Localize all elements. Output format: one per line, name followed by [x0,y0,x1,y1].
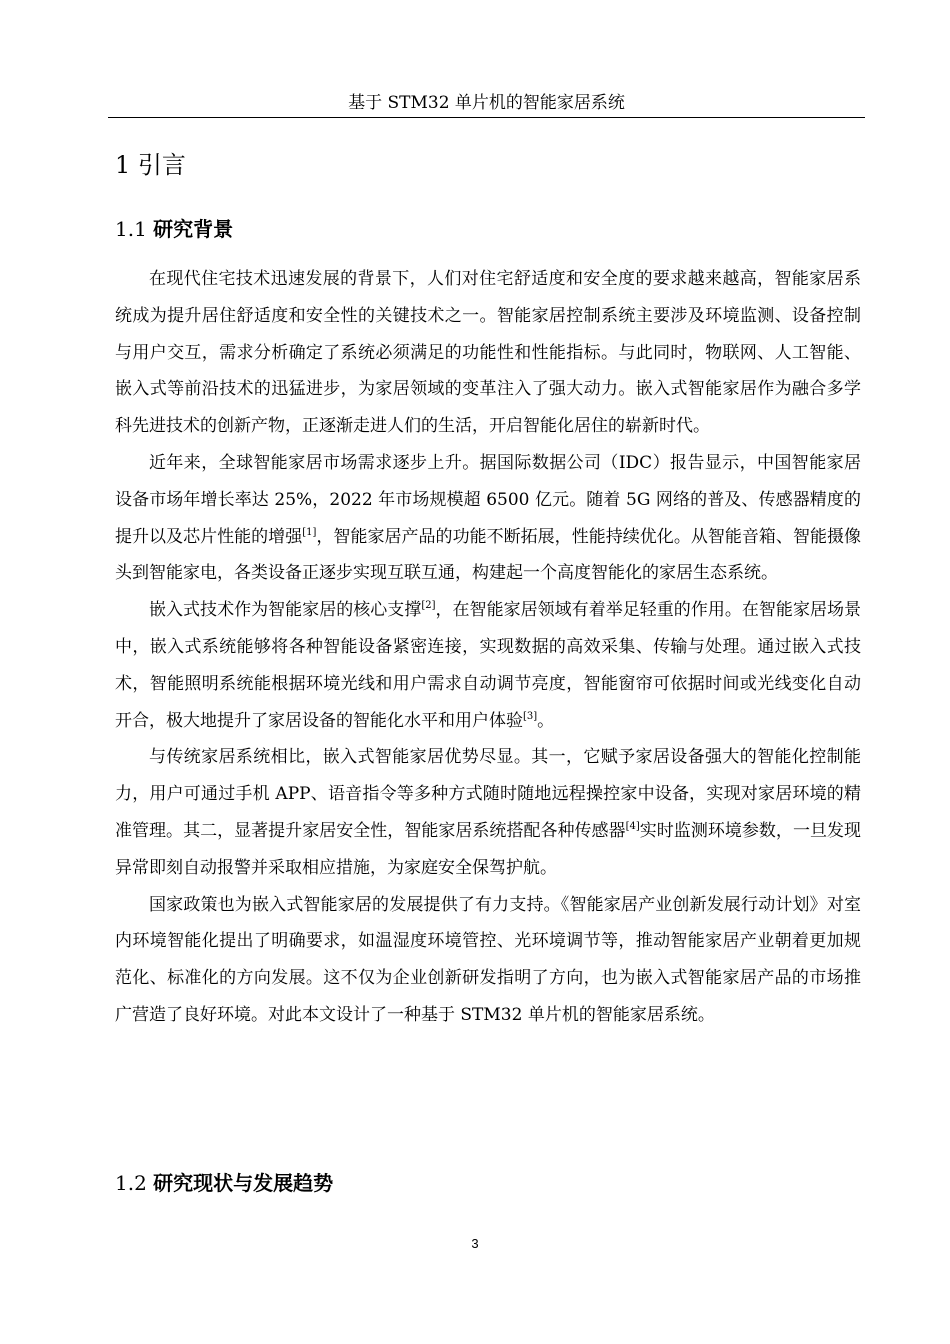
paragraph-3 [115,592,861,739]
section-number: 1.1 [115,217,147,241]
citation-2[interactable]: [2] [421,600,436,612]
paragraph-2 [115,445,861,592]
section-title: 研究背景 [153,217,234,241]
body-text [115,261,861,1034]
section-number: 1.2 [115,1171,147,1195]
paragraph-text: 在现代住宅技术迅速发展的背景下，人们对住宅舒适度和安全度的要求越来越高，智能家居系统成为提升居住舒适度和安全性的关键技术之一。智能家居控制系统主要涉及环境监测、设备控制与用户交互，需求分析确定了系统必须满足的功能性和性能指标。与此同时，物联网、人工智能、嵌入式等前沿技术的迅猛进步，为家居领域的变革注入了强大动力。嵌入式智能家居作为融合多学科先进技术的创新产物，正逐渐走进人们的生活，开启智能化居住的崭新时代。 [115,269,861,437]
section-title: 研究现状与发展趋势 [153,1171,334,1195]
paragraph-1 [115,261,861,445]
paragraph-text: 国家政策也为嵌入式智能家居的发展提供了有力支持。《智能家居产业创新发展行动计划》对室内环境智能化提出了明确要求，如温湿度环境管控、光环境调节等，推动智能家居产业朝着更加规范化、标准化的方向发展。这不仅为企业创新研发指明了方向，也为嵌入式智能家居产品的市场推广营造了良好环境。对此本文设计了一种基于 STM32 单片机的智能家居系统。 [115,894,861,1025]
citation-4[interactable]: [4] [625,820,640,832]
section-heading-1-1 [115,214,233,244]
paragraph-text: ，在智能家居领域有着举足轻重的作用。在智能家居场景中，嵌入式系统能够将各种智能设备紧密连接，实现数据的高效采集、传输与处理。通过嵌入式技术，智能照明系统能根据环境光线和用户需求自动调节亮度，智能窗帘可依据时间或光线变化自动开合，极大地提升了家居设备的智能化水平和用户体验 [115,600,862,731]
header-rule [108,117,865,118]
citation-3[interactable]: [3] [523,710,538,722]
paragraph-5 [115,887,861,1034]
paragraph-text: 。 [537,710,555,731]
chapter-title: 引言 [137,151,186,179]
chapter-heading [115,148,186,182]
paragraph-text: ，智能家居产品的功能不断拓展，性能持续优化。从智能音箱、智能摄像头到智能家电，各类设备正逐步实现互联互通，构建起一个高度智能化的家居生态系统。 [115,526,862,584]
page-number: 3 [471,1236,479,1251]
citation-1[interactable]: [1] [302,526,317,538]
chapter-number: 1 [115,151,131,179]
running-header: 基于 STM32 单片机的智能家居系统 [348,93,625,113]
paragraph-4 [115,739,861,886]
paragraph-text: 近年来，全球智能家居市场需求逐步上升。据国际数据公司（IDC）报告显示，中国智能家居设备市场年增长率达 25%，2022 年市场规模超 6500 亿元。随着 5G 网络的普及、传感器精度的提升以及芯片性能的增强 [115,452,861,547]
paragraph-text: 嵌入式技术作为智能家居的核心支撑 [149,600,422,621]
section-heading-1-2 [115,1168,333,1198]
paragraph-text: 与传统家居系统相比，嵌入式智能家居优势尽显。其一，它赋予家居设备强大的智能化控制能力，用户可通过手机 APP、语音指令等多种方式随时随地远程操控家中设备，实现对家居环境的精准管理。其二，显著提升家居安全性，智能家居系统搭配各种传感器 [115,747,861,841]
paragraph-text: 实时监测环境参数，一旦发现异常即刻自动报警并采取相应措施，为家庭安全保驾护航。 [115,820,861,878]
